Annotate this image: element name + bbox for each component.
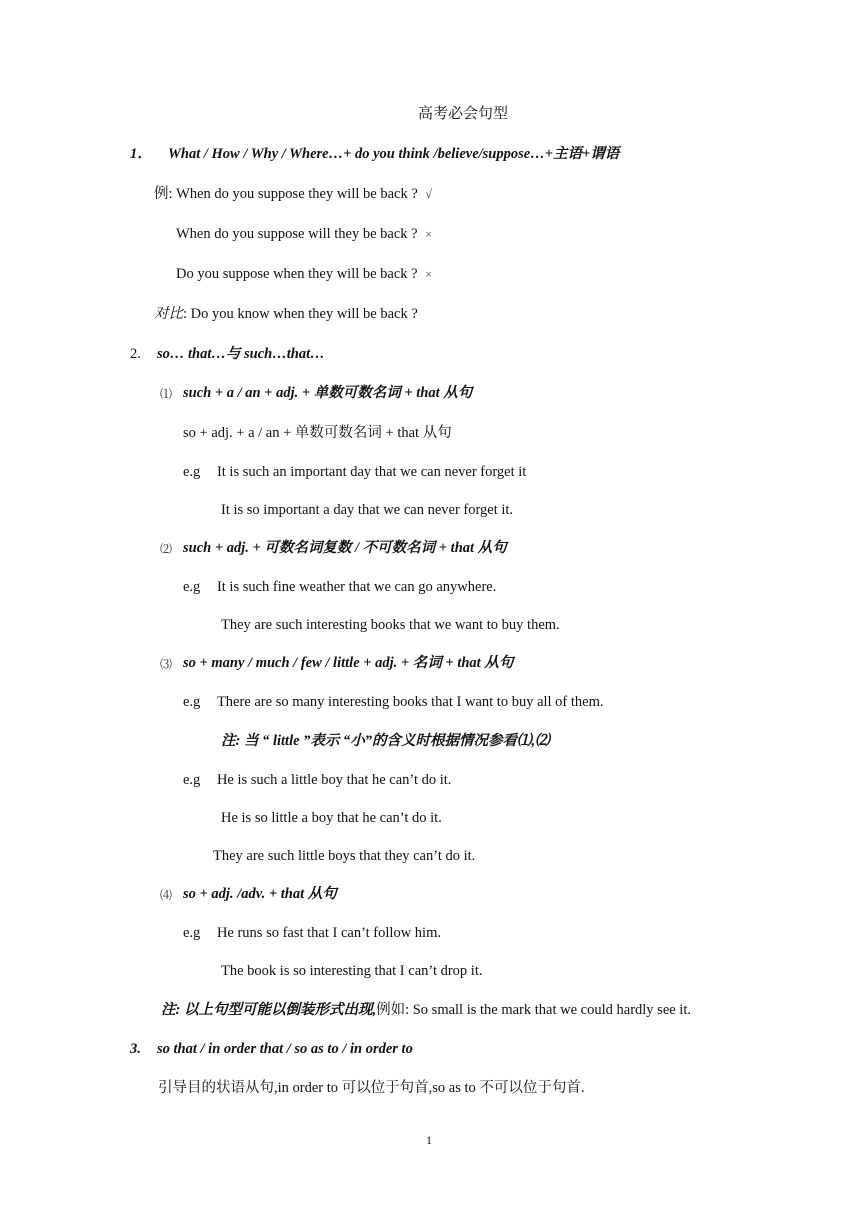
point-1-rule: such + a / an + adj. + 单数可数名词 + that 从句 — [183, 385, 473, 401]
example-3-row — [176, 264, 432, 284]
point-1-number: ⑴ — [160, 387, 173, 401]
cross-mark-icon: × — [425, 267, 433, 281]
section-2-number: 2. — [130, 346, 141, 362]
example-sentence: When do you suppose will they be back ? — [176, 226, 418, 242]
point-3-number: ⑶ — [160, 657, 173, 671]
point-2-number: ⑵ — [160, 542, 173, 556]
point-1-rule-alt: so + adj. + a / an + 单数可数名词 + that 从句 — [183, 425, 452, 441]
point-4-example-2: The book is so interesting that I can’t drop it. — [221, 963, 483, 979]
point-4-rule: so + adj. /adv. + that 从句 — [183, 886, 337, 902]
example-sentence: He is such a little boy that he can’t do it. — [216, 772, 452, 788]
section-2-heading: so… that…与 such…that… — [157, 346, 325, 362]
check-mark-icon: √ — [425, 187, 432, 201]
section-3-number: 3. — [130, 1041, 141, 1057]
point-2-rule: such + adj. + 可数名词复数 / 不可数名词 + that 从句 — [183, 540, 507, 556]
contrast-label: 对比 — [154, 306, 183, 322]
point-2-example-1 — [183, 577, 496, 597]
inversion-note — [161, 1000, 691, 1020]
section-1-number: 1． — [130, 146, 152, 162]
section-3-heading: so that / in order that / so as to / in order to — [157, 1041, 413, 1057]
eg-label: e.g — [183, 579, 201, 595]
point-3-example-2 — [183, 770, 451, 790]
example-sentence: It is such fine weather that we can go anywhere. — [216, 579, 497, 595]
point-1-example-2: It is so important a day that we can never forget it. — [221, 502, 514, 518]
cross-mark-icon: × — [425, 227, 433, 241]
example-2-row — [176, 224, 432, 244]
page-number: 1 — [426, 1133, 432, 1147]
section-1-heading: What / How / Why / Where…+ do you think /believe/suppose…+主语+谓语 — [168, 146, 620, 162]
eg-label: e.g — [183, 925, 201, 941]
point-3-example-4: They are such little boys that they can’t do it. — [213, 848, 476, 864]
point-2-example-2: They are such interesting books that we want to buy them. — [221, 617, 560, 633]
example-1-row — [154, 184, 432, 204]
point-4-number: ⑷ — [160, 888, 173, 902]
note-label: 注: 以上句型可能以倒装形式出现, — [161, 1002, 377, 1018]
point-1-example-1 — [183, 462, 526, 482]
eg-label: e.g — [183, 694, 201, 710]
example-sentence: When do you suppose they will be back ? — [176, 186, 418, 202]
point-3-example-1 — [183, 692, 604, 712]
point-3-example-3: He is so little a boy that he can’t do it. — [221, 810, 442, 826]
example-label: 例: — [154, 186, 177, 202]
note-example: 例如: So small is the mark that we could hardly see it. — [376, 1002, 691, 1018]
example-sentence: It is such an important day that we can never forget it — [216, 464, 527, 480]
example-sentence: There are so many interesting books that I want to buy all of them. — [216, 694, 604, 710]
page-title: 高考必会句型 — [418, 106, 509, 122]
eg-label: e.g — [183, 464, 201, 480]
point-4-example-1 — [183, 923, 441, 943]
contrast-row — [154, 304, 418, 324]
point-3-rule: so + many / much / few / little + adj. + 名词 + that 从句 — [183, 655, 514, 671]
section-3-text: 引导目的状语从句,in order to 可以位于句首,so as to 不可以位于句首. — [158, 1080, 585, 1096]
eg-label: e.g — [183, 772, 201, 788]
point-3-note: 注: 当 “ little ”表示 “小”的含义时根据情况参看⑴,⑵ — [221, 733, 550, 749]
example-sentence: Do you suppose when they will be back ? — [176, 266, 418, 282]
contrast-sentence: : Do you know when they will be back ? — [183, 306, 418, 322]
example-sentence: He runs so fast that I can’t follow him. — [216, 925, 441, 941]
